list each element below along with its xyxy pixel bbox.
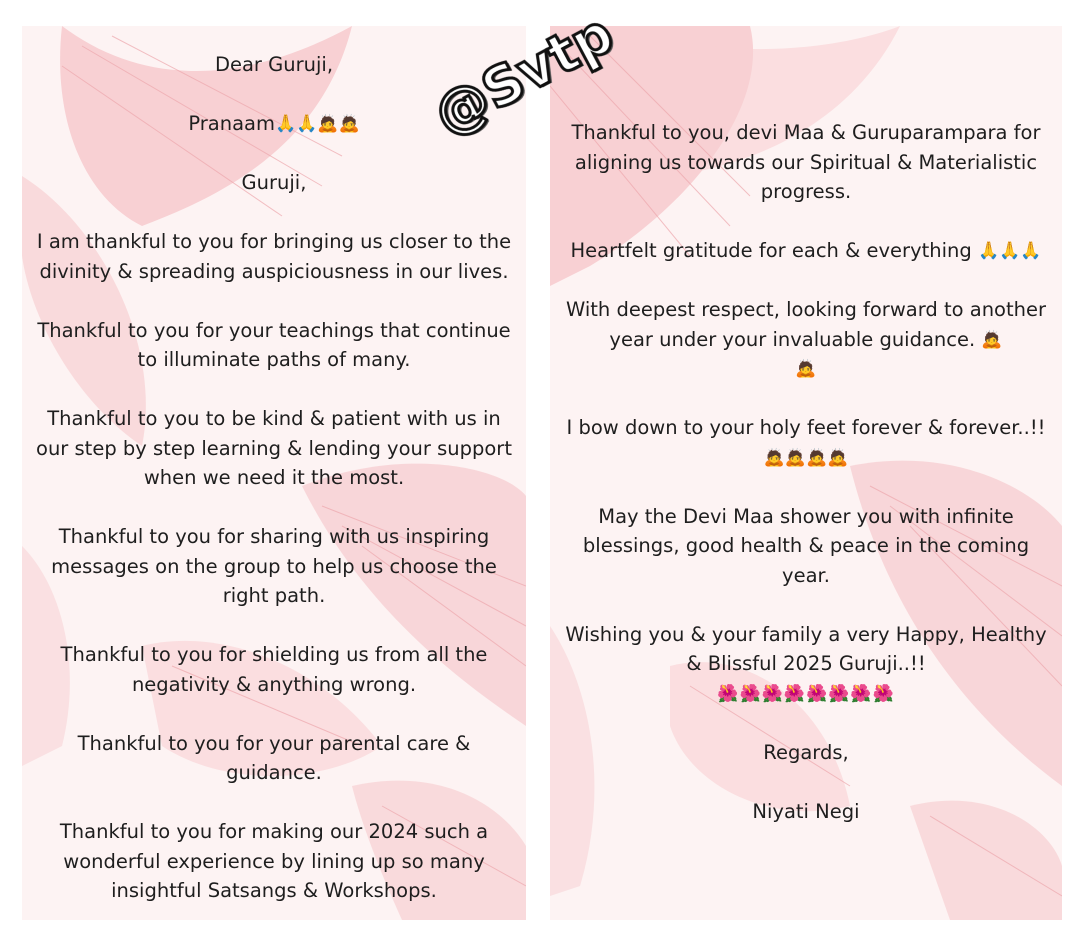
bowing-person-icon: 🙇 — [317, 114, 339, 134]
right-paragraph-3 — [556, 295, 1056, 384]
right-letter-page — [550, 26, 1062, 920]
left-paragraph-5: Thankful to you for shielding us from all the negativity & anything wrong. — [60, 643, 488, 696]
bowing-person-icon: 🙇 — [784, 447, 806, 468]
left-paragraph-4: Thankful to you for sharing with us inspiring messages on the group to help us choose the right path. — [51, 525, 497, 607]
pray-hands-icon: 🙏 — [977, 241, 1000, 261]
right-paragraph-6 — [556, 620, 1056, 709]
right-paragraph-2 — [556, 236, 1056, 266]
respect-text: With deepest respect, looking forward to another year under your invaluable guidance. — [565, 298, 1047, 351]
regards-line: Regards, — [763, 740, 849, 764]
bowing-person-icon: 🙇 — [806, 447, 828, 468]
bowing-person-icon: 🙇 — [981, 329, 1003, 350]
right-paragraph-5: May the Devi Maa shower you with infinite blessings, good health & peace in the coming year. — [582, 504, 1030, 587]
right-letter-text — [550, 118, 1062, 856]
watermark-text: @Svtp — [423, 1, 624, 148]
hibiscus-icon: 🌺 — [872, 683, 895, 704]
greeting-line: Dear Guruji, — [214, 53, 334, 76]
bowing-person-icon: 🙇 — [795, 359, 817, 379]
pray-hands-icon: 🙏 — [1020, 241, 1042, 261]
hibiscus-icon: 🌺 — [783, 683, 806, 704]
left-paragraph-7: Thankful to you for making our 2024 such a wonderful experience by lining up so many insightful Satsangs & Workshops. — [59, 820, 489, 902]
left-letter-text — [22, 50, 526, 920]
left-paragraph-6: Thankful to you for your parental care & guidance. — [77, 731, 471, 784]
hibiscus-icon: 🌺 — [761, 683, 784, 704]
hibiscus-icon: 🌺 — [739, 683, 762, 704]
hibiscus-icon: 🌺 — [850, 683, 873, 704]
hibiscus-icon: 🌺 — [828, 683, 851, 704]
right-paragraph-4 — [556, 413, 1056, 472]
hibiscus-icon: 🌺 — [717, 683, 740, 704]
pray-hands-icon: 🙏 — [274, 114, 297, 134]
left-paragraph-2: Thankful to you for your teachings that continue to illuminate paths of many. — [37, 318, 511, 371]
pray-hands-icon: 🙏 — [999, 241, 1021, 261]
left-paragraph-1: I am thankful to you for bringing us closer to the divinity & spreading auspiciousness in our lives. — [36, 230, 512, 283]
bowing-person-icon: 🙇 — [827, 447, 849, 468]
bowing-person-icon: 🙇 — [763, 447, 785, 468]
left-paragraph-3: Thankful to you to be kind & patient with us in our step by step learning & lending your support when we need it the most. — [36, 407, 512, 489]
gratitude-text: Heartfelt gratitude for each & everything — [570, 239, 972, 262]
hibiscus-icon: 🌺 — [806, 683, 829, 704]
salutation-line: Guruji, — [241, 171, 307, 194]
left-letter-page — [22, 26, 526, 920]
bowing-person-icon: 🙇 — [338, 114, 360, 134]
pray-hands-icon: 🙏 — [296, 114, 318, 134]
wishes-text: Wishing you & your family a very Happy, Healthy & Blissful 2025 Guruji..!! — [565, 622, 1047, 675]
pranaam-text: Pranaam — [188, 112, 275, 135]
right-paragraph-1: Thankful to you, devi Maa & Guruparampara for aligning us towards our Spiritual & Materialistic progress. — [571, 121, 1041, 203]
bow-down-text: I bow down to your holy feet forever & forever..!! — [566, 416, 1046, 439]
signature-line: Niyati Negi — [752, 799, 860, 823]
